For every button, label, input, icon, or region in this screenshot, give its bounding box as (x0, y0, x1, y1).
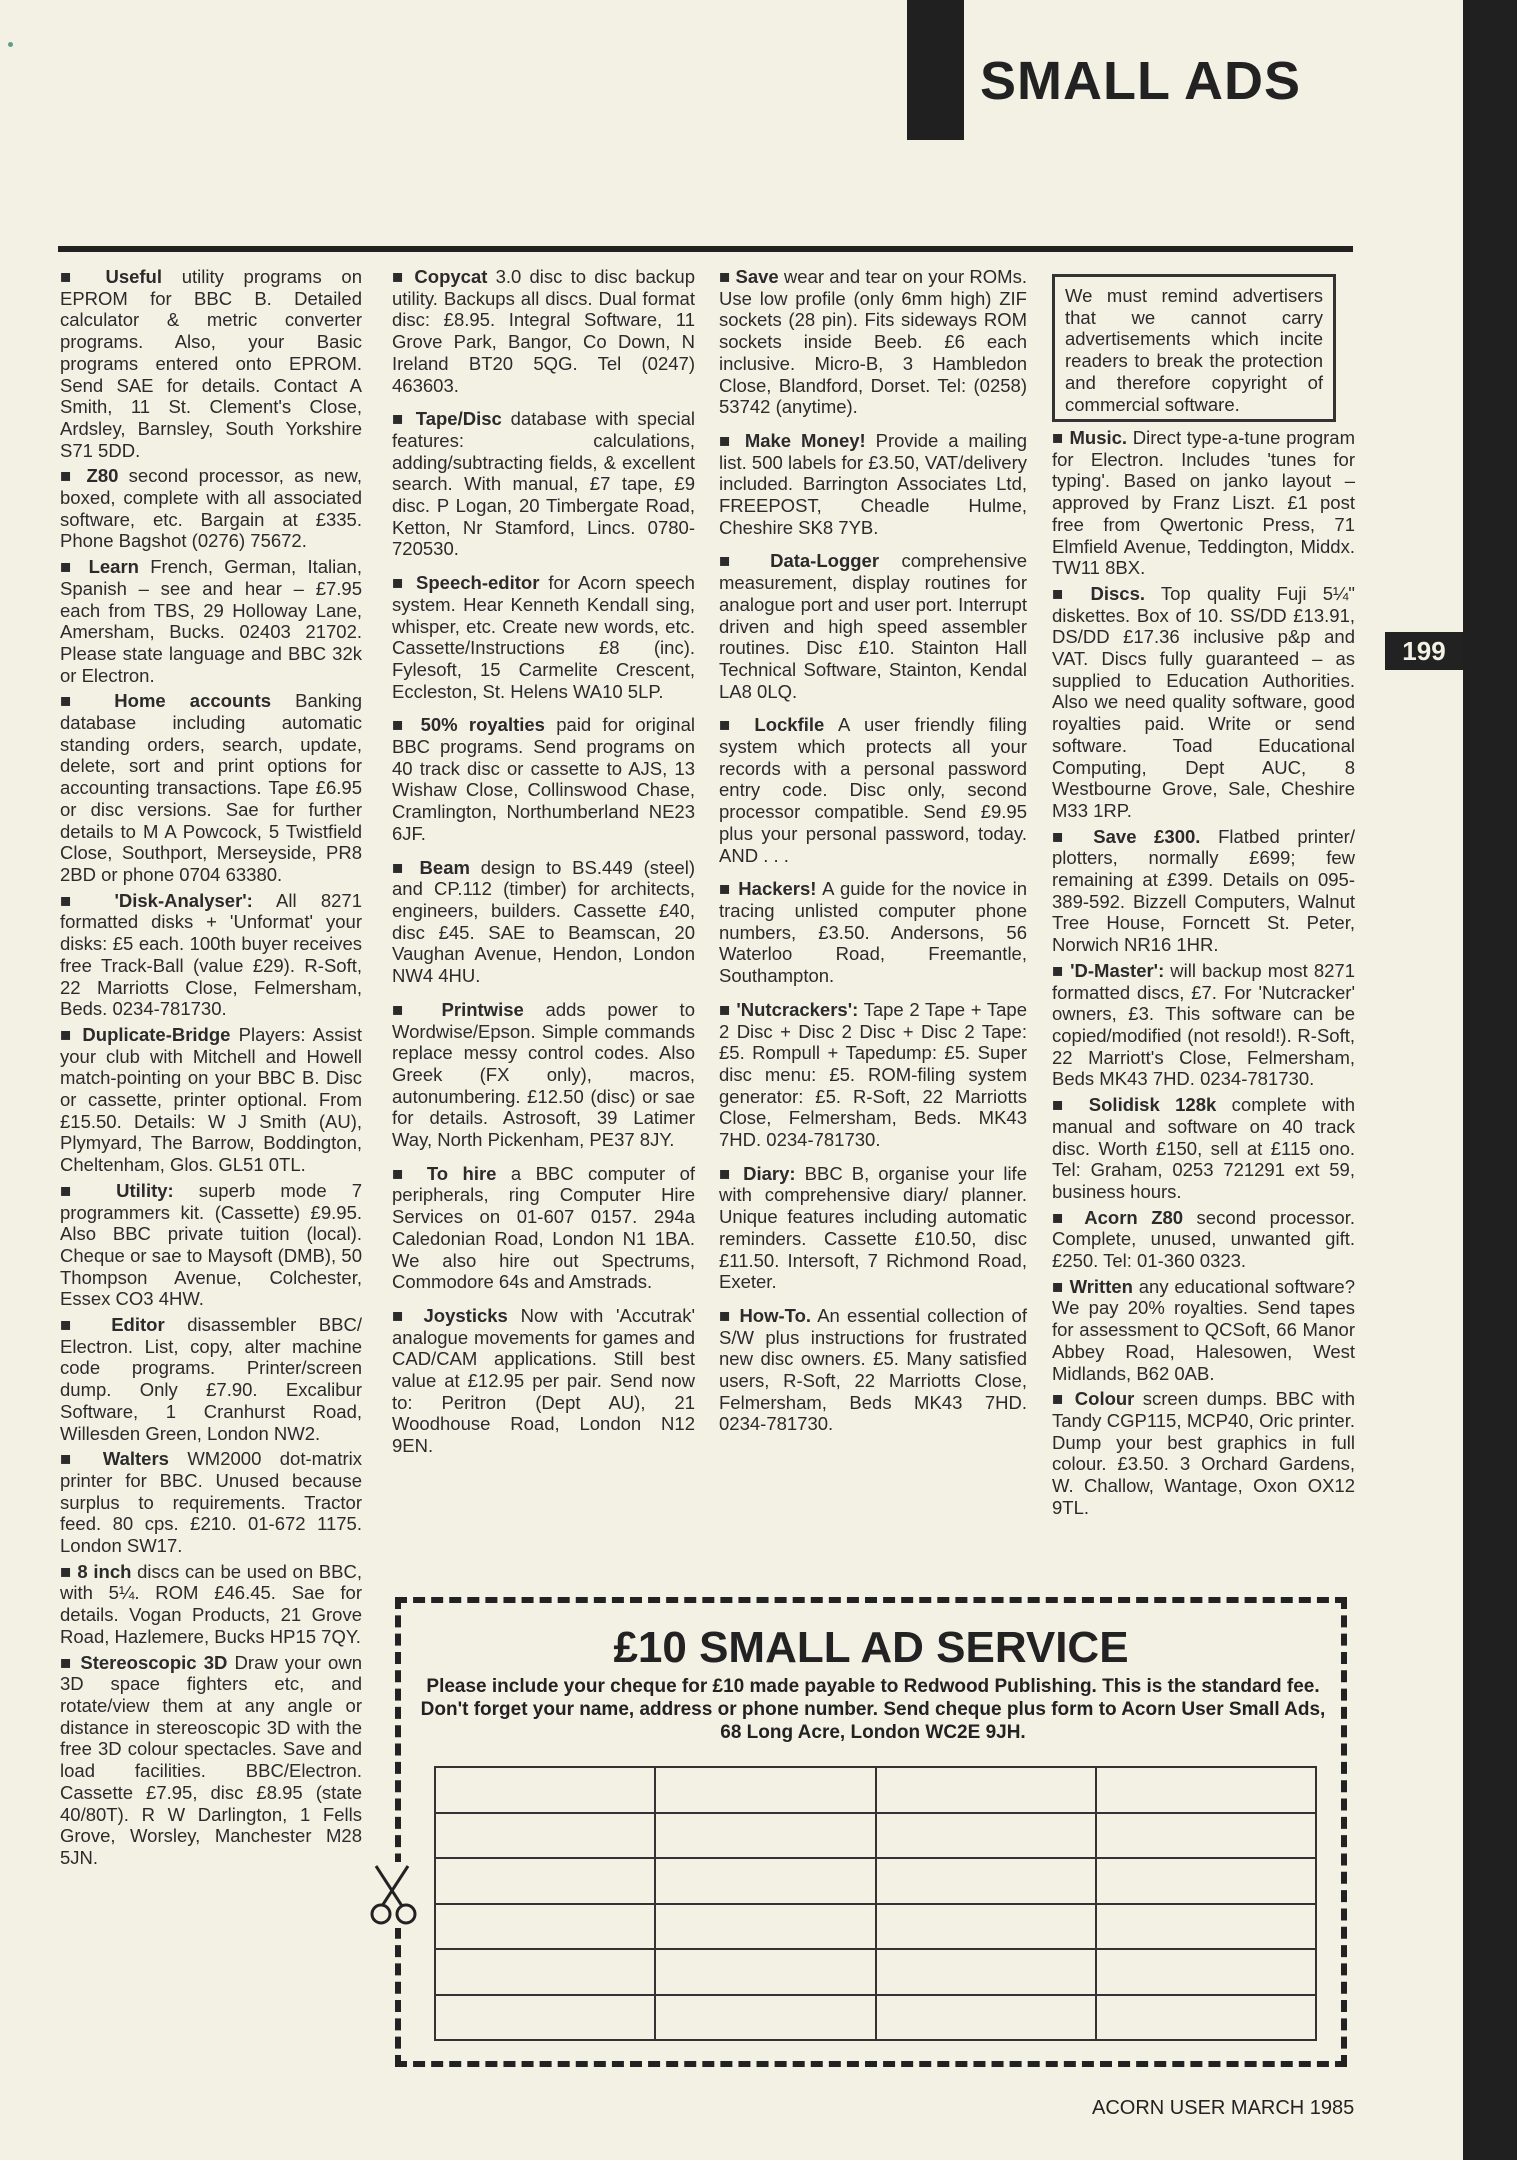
ad-headline: Colour (1074, 1388, 1135, 1410)
small-ad-coupon (395, 1597, 1347, 2067)
classified-ad (392, 408, 695, 560)
classified-ad (1052, 427, 1355, 579)
ad-body: superb mode 7 programmers kit. (Cassette) £9.95. Also BBC private tuition (local). Cheque or sae to Maysoft (DMB), 50 Thompson Avenue, Colchester, Essex CO3 4HW. (60, 1179, 362, 1310)
bullet-square-icon: ■ (719, 429, 745, 451)
form-cell[interactable] (435, 1858, 655, 1904)
classified-ad (1052, 826, 1355, 956)
classified-ad (60, 890, 362, 1020)
bullet-square-icon: ■ (719, 878, 739, 900)
form-cell[interactable] (1096, 1813, 1316, 1859)
bullet-square-icon: ■ (60, 556, 89, 578)
ad-headline: Z80 (86, 465, 119, 487)
header-rule (58, 246, 1353, 252)
bullet-square-icon: ■ (1052, 427, 1070, 448)
classified-ad (60, 465, 362, 552)
ads-column-1 (60, 266, 362, 1873)
classified-ad (392, 572, 695, 702)
form-cell[interactable] (876, 1904, 1096, 1950)
ad-headline: Data-Logger (770, 550, 880, 572)
classified-ad (1052, 1276, 1355, 1385)
classified-ad (60, 556, 362, 686)
form-cell[interactable] (435, 1904, 655, 1950)
classified-ad (60, 690, 362, 885)
ad-body: any educational software? We pay 20% royalties. Send tapes for assessment to QCSoft, 66 Manor Abbey Road, Halesowen, West Midlands, B62 0AB. (1052, 1275, 1355, 1384)
bullet-square-icon: ■ (60, 1651, 81, 1673)
advertiser-notice: We must remind advertisers that we cannot carry advertisements which incite readers to break the protection and therefore copyright of commercial software. (1052, 274, 1336, 422)
ad-headline: Solidisk 128k (1088, 1094, 1217, 1116)
ads-column-3 (719, 266, 1027, 1447)
classified-ad (719, 714, 1027, 866)
bullet-square-icon: ■ (1052, 959, 1071, 981)
section-title: SMALL ADS (980, 51, 1302, 111)
ad-headline: Music. (1069, 427, 1128, 448)
ad-body: An essential collection of S/W plus instructions for frustrated new disc owners. £5. Many satisfied users, R-Soft, 22 Marriotts Close, Felmersham, Beds MK43 7HD. 0234-781730. (719, 1304, 1027, 1435)
classified-ad (719, 878, 1027, 987)
ad-headline: Editor (111, 1314, 165, 1336)
ad-headline: Home accounts (114, 690, 272, 712)
bullet-square-icon: ■ (392, 1162, 427, 1184)
ad-body: utility programs on EPROM for BBC B. Detailed calculator & metric converter programs. Also, your Basic programs entered onto EPROM. Send SAE for details. Contact A Smith, 11 St. Clement's Close, Ardsley, Barnsley, South Yorkshire S71 5DD. (60, 266, 362, 461)
ad-body: All 8271 formatted disks + 'Unformat' your disks: £5 each. 100th buyer receives free Track-Ball (value £29). R-Soft, 22 Marriotts Close, Felmersham, Beds. 0234-781730. (60, 889, 362, 1020)
form-row (435, 1995, 1316, 2041)
form-cell[interactable] (435, 1767, 655, 1813)
classified-ad (1052, 960, 1355, 1090)
bullet-square-icon: ■ (1052, 825, 1094, 847)
ad-body: database with special features: calculations, adding/subtracting fields, & excellent search. With manual, £7 tape, £9 disc. P Logan, 20 Timbergate Road, Ketton, Nr Stamford, Lincs. 0780-720530. (392, 408, 695, 560)
classified-ad (392, 999, 695, 1151)
ad-headline: Tape/Disc (415, 408, 502, 430)
footer-issue: ACORN USER MARCH 1985 (1092, 2097, 1355, 2119)
form-cell[interactable] (1096, 1904, 1316, 1950)
ad-body: complete with manual and software on 40 track disc. Worth £150, sell at £115 ono. Tel: Graham, 0253 721291 ext 59, business hours. (1052, 1094, 1356, 1202)
ad-body: Banking database including automatic standing orders, search, update, delete, sort and print options for accounting transactions. Tape £6.95 or disc versions. Sae for further details to M A Powcock, 5 Twistfield Close, Southport, Merseyside, PR8 2BD or phone 0704 63380. (60, 690, 362, 885)
ad-body: Flatbed printer/ plotters, normally £699; few remaining at £399. Details on 095-389-592. Bizzell Computers, Walnut Tree House, Forncett St. Peter, Norwich NR16 1HR. (1052, 825, 1355, 956)
classified-ad (719, 1163, 1027, 1293)
ad-headline: 50% royalties (420, 714, 545, 736)
ad-headline: Walters (102, 1448, 169, 1470)
ad-body: A user friendly filing system which protects all your records with a personal password entry code. Disc only, second processor compatible. Send £9.95 plus your personal password, today. AND . . . (719, 714, 1027, 866)
ad-body: will backup most 8271 formatted discs, £7. For 'Nutcracker' owners, £3. This software can be copied/modified (not resold!). R-Soft, 22 Marriott's Close, Felmersham, Beds MK43 7HD. 0234-781730. (1052, 959, 1355, 1090)
form-row (435, 1767, 1316, 1813)
ad-body: Draw your own 3D space fighters etc, and rotate/view them at any angle or distance in stereoscopic 3D with the free 3D colour spectacles. Save and load facilities. BBC/Electron. Cassette £7.95, disc £8.95 (state 40/80T). R W Darlington, 1 Fells Grove, Worsley, Manchester M28 5JN. (60, 1651, 362, 1868)
classified-ad (60, 1180, 362, 1310)
bullet-square-icon: ■ (60, 465, 87, 487)
ad-body: Now with 'Accutrak' analogue movements for games and CAD/CAM applications. Still best value at £12.95 per pair. Send now to: Peritron (Dept AU), 21 Woodhouse Road, London N12 9EN. (392, 1304, 695, 1457)
bullet-square-icon: ■ (1052, 1206, 1085, 1228)
ad-headline: Diary: (743, 1162, 796, 1184)
ad-body: second processor. Complete, unused, unwanted gift. £250. Tel: 01-360 0323. (1052, 1206, 1356, 1272)
ad-body: design to BS.449 (steel) and CP.112 (timber) for architects, engineers, builders. Cassette £40, disc £45. SAE to Beamscan, 20 Vaughan Avenue, Hendon, London NW4 4HU. (392, 856, 695, 987)
classified-ad (719, 430, 1027, 539)
form-row (435, 1858, 1316, 1904)
bullet-square-icon: ■ (60, 1179, 117, 1201)
ad-headline: Save £300. (1093, 825, 1201, 847)
bullet-square-icon: ■ (392, 856, 420, 878)
ad-body: Provide a mailing list. 500 labels for £3.50, VAT/delivery included. Barrington Associates Ltd, FREEPOST, Cheadle Hulme, Cheshire SK8 7YB. (719, 429, 1028, 538)
bullet-square-icon: ■ (1052, 1388, 1075, 1410)
ad-body: wear and tear on your ROMs. Use low profile (only 6mm high) ZIF sockets (28 pin). Fits sideways ROM sockets inside Beeb. £6 each inclusive. Micro-B, 3 Hambledon Close, Blandford, Dorset. Tel: (0258) 53742 (anytime). (719, 266, 1027, 418)
classified-ad (392, 714, 695, 844)
classified-ad (392, 1163, 695, 1293)
classified-ad (1052, 1094, 1355, 1203)
classified-ad (60, 1024, 362, 1176)
form-cell[interactable] (655, 1904, 875, 1950)
form-cell[interactable] (655, 1767, 875, 1813)
form-cell[interactable] (1096, 1995, 1316, 2041)
ad-body: 3.0 disc to disc backup utility. Backups all discs. Dual format disc: £8.95. Integral Software, 11 Grove Park, Bangor, Co Down, N Ireland BT20 5QG. Tel (0247) 463603. (392, 266, 695, 396)
bullet-square-icon: ■ (60, 1314, 112, 1336)
classified-ad (719, 1305, 1027, 1435)
ad-headline: How-To. (739, 1304, 812, 1326)
ad-headline: 'Nutcrackers': (736, 998, 859, 1020)
bullet-square-icon: ■ (392, 1304, 424, 1326)
classified-ad (392, 266, 695, 396)
form-cell[interactable] (435, 1949, 655, 1995)
form-cell[interactable] (1096, 1858, 1316, 1904)
form-cell[interactable] (876, 1767, 1096, 1813)
form-cell[interactable] (655, 1858, 875, 1904)
ad-body: BBC B, organise your life with comprehensive diary/ planner. Unique features including automatic reminders. Cassette £10.50, disc £11.50. Intersoft, 7 Richmond Road, Exeter. (719, 1162, 1027, 1293)
ad-body: Players: Assist your club with Mitchell and Howell match-pointing on your BBC B. Disc or cassette, printer optional. From £15.50. Details: W J Smith (AU), Plymyard, The Barrow, Boddington, Cheltenham, Glos. GL51 0TL. (60, 1023, 362, 1176)
form-row (435, 1904, 1316, 1950)
ad-headline: Joysticks (423, 1304, 508, 1326)
form-row (435, 1949, 1316, 1995)
form-cell[interactable] (1096, 1767, 1316, 1813)
bullet-square-icon: ■ (60, 889, 115, 911)
bullet-square-icon: ■ (60, 690, 115, 712)
classified-ad (719, 999, 1027, 1151)
ad-headline: Printwise (441, 998, 524, 1020)
ad-headline: Copycat (414, 266, 488, 287)
bullet-square-icon: ■ (719, 998, 737, 1020)
form-cell[interactable] (435, 1995, 655, 2041)
bullet-square-icon: ■ (1052, 1094, 1089, 1116)
bullet-square-icon: ■ (60, 266, 106, 287)
ad-headline: 8 inch (77, 1560, 132, 1582)
ad-body: second processor, as new, boxed, complete with all associated software, etc. Bargain at £335. Phone Bagshot (0276) 75672. (60, 465, 362, 552)
bullet-square-icon: ■ (719, 1304, 740, 1326)
ad-headline: To hire (426, 1162, 497, 1184)
form-cell[interactable] (655, 1995, 875, 2041)
ad-headline: Lockfile (754, 714, 825, 736)
classified-ad (60, 266, 362, 461)
form-cell[interactable] (1096, 1949, 1316, 1995)
bullet-square-icon: ■ (392, 266, 415, 287)
ad-body: WM2000 dot-matrix printer for BBC. Unused because surplus to requirements. Tractor feed. 80 cps. £210. 01-672 1175. London SW17. (60, 1448, 362, 1557)
ad-headline: Acorn Z80 (1084, 1206, 1184, 1228)
bullet-square-icon: ■ (60, 1560, 78, 1582)
form-cell[interactable] (876, 1813, 1096, 1859)
coupon-title: £10 SMALL AD SERVICE (613, 1623, 1129, 1672)
page-edge-bar (1463, 0, 1517, 2160)
ad-headline: Hackers! (738, 878, 817, 900)
ad-headline: Save (735, 266, 779, 287)
bullet-square-icon: ■ (719, 550, 771, 572)
ink-dot (8, 42, 13, 47)
ad-body: for Acorn speech system. Hear Kenneth Kendall sing, whisper, etc. Create new words, etc. Cassette/Instructions £8 (inc). Fylesoft, 15 Carmelite Crescent, Eccleston, St. Helens WA10 5LP. (392, 572, 695, 702)
ad-headline: Stereoscopic 3D (80, 1651, 228, 1673)
classified-ad (1052, 583, 1355, 822)
bullet-square-icon: ■ (1052, 1275, 1070, 1297)
coupon-form-grid[interactable] (434, 1766, 1317, 2041)
bullet-square-icon: ■ (719, 266, 736, 287)
bullet-square-icon: ■ (719, 1162, 744, 1184)
classified-ad (1052, 1207, 1355, 1272)
ad-body: Tape 2 Tape + Tape 2 Disc + Disc 2 Disc + Disc 2 Tape: £5. Rompull + Tapedump: £5. Super disc menu: £5. ROM-filing system generator: £5. R-Soft, 22 Marriotts Close, Felmersham, Beds. MK43 7HD. 0234-781730. (719, 998, 1027, 1151)
bullet-square-icon: ■ (60, 1448, 103, 1470)
form-cell[interactable] (876, 1949, 1096, 1995)
classified-ad (60, 1561, 362, 1648)
ad-headline: Useful (105, 266, 162, 287)
classified-ad (392, 857, 695, 987)
classified-ad (1052, 1388, 1355, 1518)
form-cell[interactable] (876, 1858, 1096, 1904)
classified-ad (719, 550, 1027, 702)
header-black-block (907, 0, 964, 140)
form-cell[interactable] (655, 1813, 875, 1859)
ads-column-2 (392, 266, 695, 1469)
ad-body: screen dumps. BBC with Tandy CGP115, MCP40, Oric printer. Dump your best graphics in full colour. £3.50. 3 Orchard Gardens, W. Challow, Wantage, Oxon OX12 9TL. (1052, 1388, 1355, 1518)
ad-headline: Make Money! (744, 429, 866, 451)
bullet-square-icon: ■ (1052, 582, 1091, 604)
classified-ad (392, 1305, 695, 1457)
ad-headline: Speech-editor (416, 572, 540, 594)
ad-headline: Learn (88, 556, 139, 578)
ad-body: paid for original BBC programs. Send programs on 40 track disc or cassette to AJS, 13 Wishaw Close, Collinswood Chase, Cramlington, Northumberland NE23 6JF. (392, 714, 695, 844)
ad-body: a BBC computer of peripherals, ring Computer Hire Services on 01-607 0157. 294a Caledonian Road, London N1 1BA. We also hire out Spectrums, Commodore 64s and Amstrads. (392, 1162, 695, 1293)
ad-body: Top quality Fuji 5¼" diskettes. Box of 10. SS/DD £13.91, DS/DD £17.36 inclusive p&p and VAT. Discs fully guaranteed – as supplied to Education Authorities. Also we need quality software, good royalties paid. Write or send software. Toad Educational Computing, Dept AUC, 8 Westbourne Grove, Sale, Cheshire M33 1RP. (1052, 582, 1355, 821)
ad-body: disassembler BBC/ Electron. List, copy, alter machine code programs. Printer/screen dump. Only £7.90. Excalibur Software, 1 Cranhurst Road, Willesden Green, London NW2. (60, 1314, 362, 1444)
ad-headline: Written (1069, 1275, 1133, 1297)
bullet-square-icon: ■ (392, 998, 442, 1020)
ad-headline: 'Disk-Analyser': (114, 889, 253, 911)
bullet-square-icon: ■ (392, 714, 421, 736)
bullet-square-icon: ■ (60, 1023, 83, 1045)
bullet-square-icon: ■ (392, 408, 416, 430)
ad-body: comprehensive measurement, display routines for analogue port and user port. Interrupt driven and high speed assembler routines. Disc £10. Stainton Hall Technical Software, Stainton, Kendal LA8 0LQ. (719, 550, 1027, 702)
ad-headline: 'D-Master': (1070, 959, 1165, 981)
classified-ad (60, 1652, 362, 1869)
ad-body: adds power to Wordwise/Epson. Simple commands replace messy control codes. Also Greek (FX only), macros, autonumbering. £12.50 (disc) or sae for details. Astrosoft, 39 Latimer Way, North Pickenham, PE37 8JY. (392, 998, 695, 1151)
classified-ad (719, 266, 1027, 418)
ad-body: A guide for the novice in tracing unlisted computer phone numbers, £3.50. Andersons, 56 Waterloo Road, Freemantle, Southampton. (719, 878, 1027, 987)
ad-headline: Utility: (116, 1179, 174, 1201)
form-cell[interactable] (435, 1813, 655, 1859)
bullet-square-icon: ■ (719, 714, 755, 736)
ads-column-4 (1052, 427, 1355, 1522)
ad-headline: Beam (419, 856, 470, 878)
form-cell[interactable] (876, 1995, 1096, 2041)
form-row (435, 1813, 1316, 1859)
form-cell[interactable] (655, 1949, 875, 1995)
coupon-instructions: Please include your cheque for £10 made payable to Redwood Publishing. This is the standard fee. Don't forget your name, address or phone number. Send cheque plus form to Acorn User Small Ads, 68 Long Acre, London WC2E 9JH. (420, 1676, 1326, 1743)
ad-headline: Discs. (1090, 582, 1146, 604)
scissors-icon (368, 1862, 424, 1928)
page-number: 199 (1385, 632, 1463, 670)
ad-body: Direct type-a-tune program for Electron. Includes 'tunes for typing'. Based on janko layout – approved by Franz Liszt. £1 post free from Qwertonic Press, 71 Elmfield Avenue, Teddington, Middx. TW11 8BX. (1052, 427, 1355, 579)
ad-body: discs can be used on BBC, with 5¼. ROM £46.45. Sae for details. Vogan Products, 21 Grove Road, Hazlemere, Bucks HP15 7QY. (60, 1560, 362, 1647)
ad-body: French, German, Italian, Spanish – see and hear – £7.95 each from TBS, 29 Holloway Lane, Amersham, Bucks. 02403 21702. Please state language and BBC 32k or Electron. (60, 556, 362, 686)
classified-ad (60, 1314, 362, 1444)
bullet-square-icon: ■ (392, 572, 417, 594)
ad-headline: Duplicate-Bridge (82, 1023, 231, 1045)
classified-ad (60, 1448, 362, 1557)
